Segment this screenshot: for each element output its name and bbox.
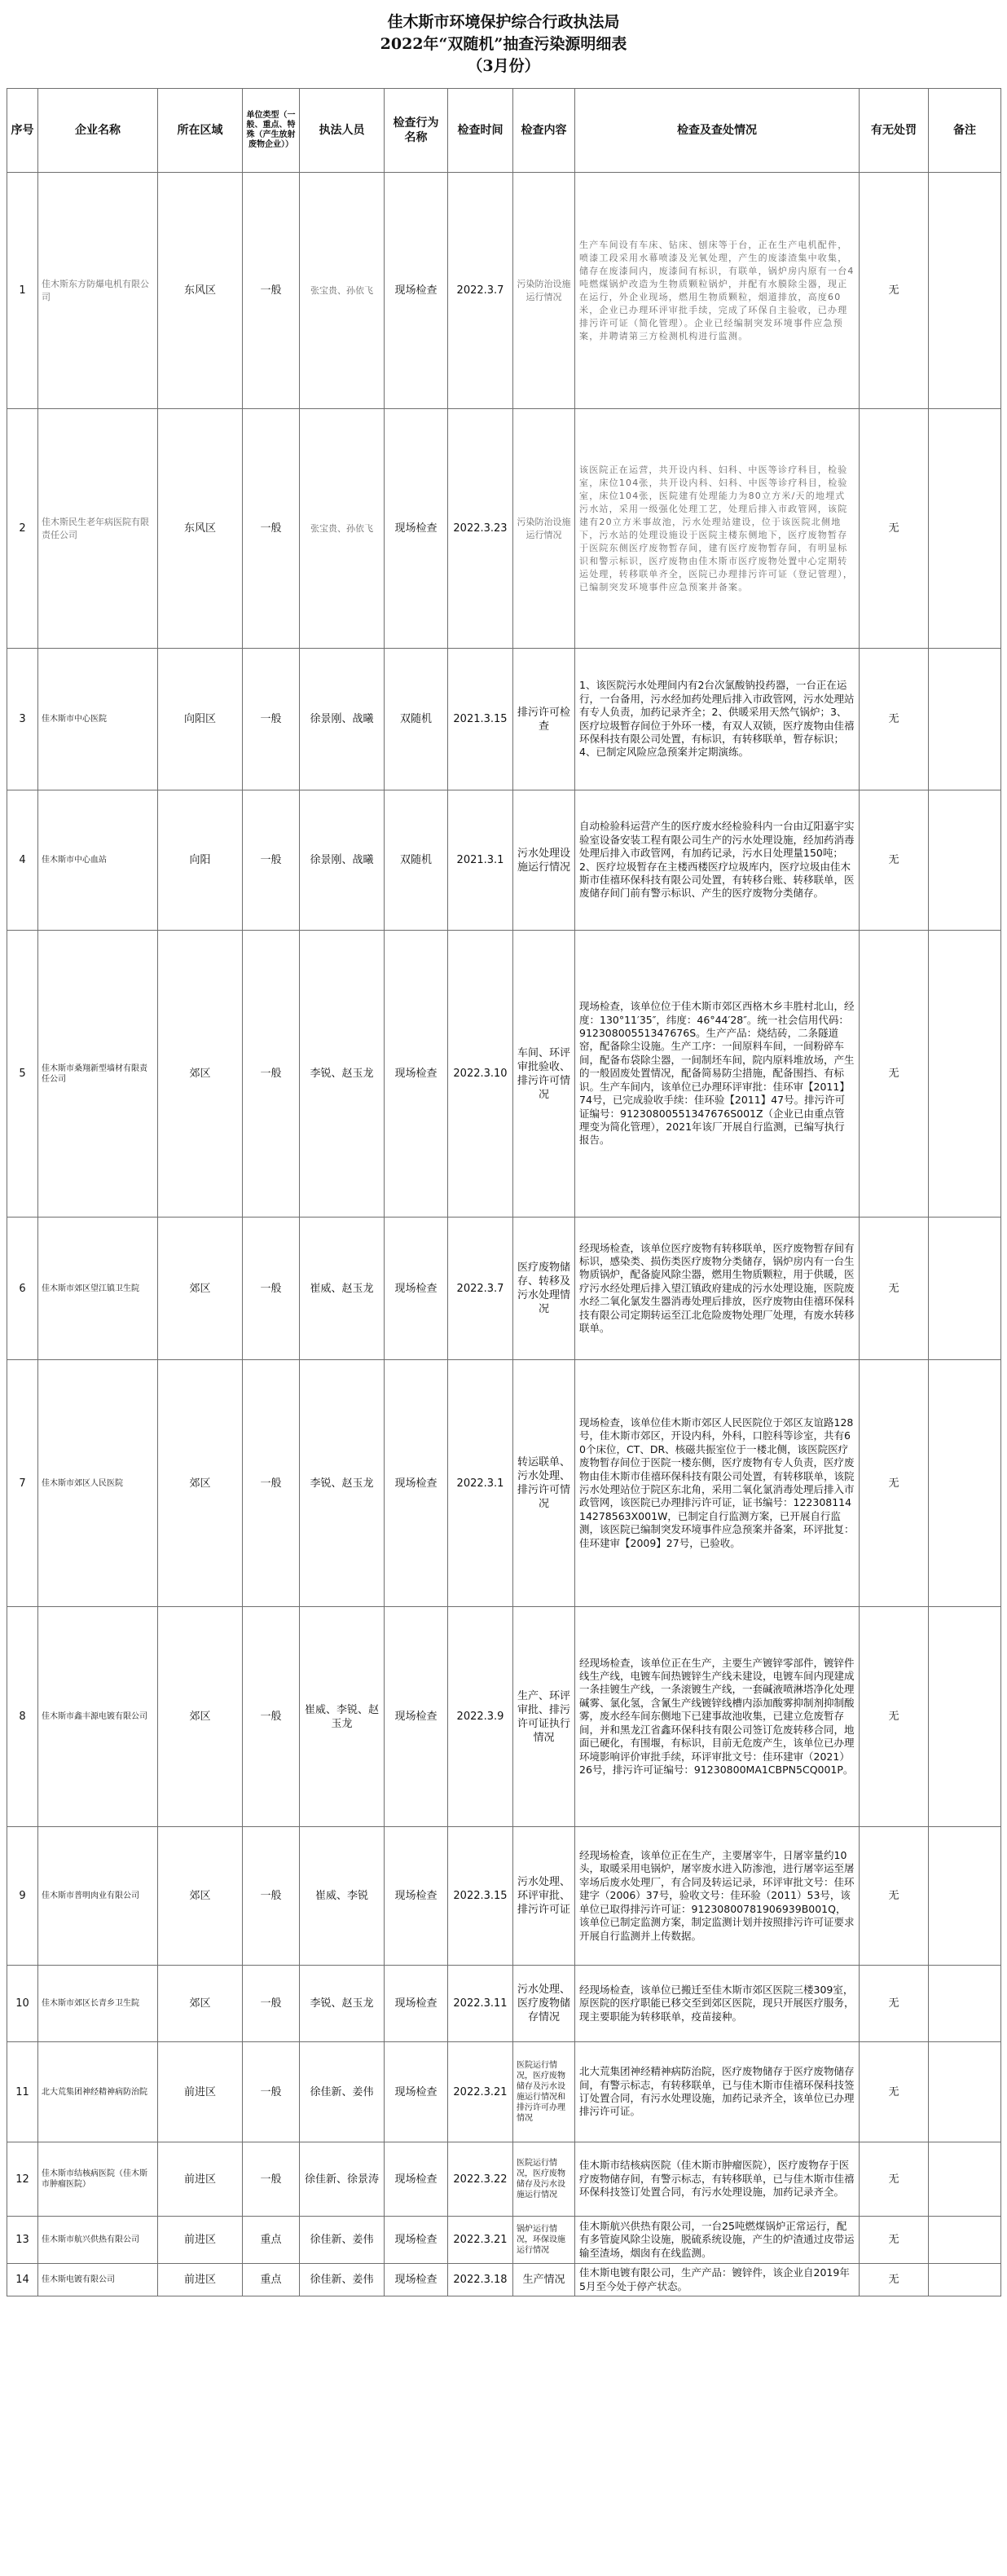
- row-remarks: [929, 2217, 1001, 2264]
- row-district: 郊区: [158, 1218, 243, 1360]
- row-remarks: [929, 790, 1001, 931]
- row-penalty: 无: [860, 2042, 929, 2142]
- row-date: 2022.3.21: [448, 2217, 513, 2264]
- row-content: 排污许可检查: [513, 649, 575, 790]
- row-penalty: 无: [860, 1966, 929, 2042]
- row-content: 生产情况: [513, 2264, 575, 2296]
- row-penalty: 无: [860, 1218, 929, 1360]
- row-content: 医院运行情况，医疗废物储存及污水设施运行情况: [513, 2142, 575, 2217]
- row-date: 2022.3.22: [448, 2142, 513, 2217]
- row-date: 2022.3.10: [448, 931, 513, 1218]
- row-company: 北大荒集团神经精神病防治院: [38, 2042, 158, 2142]
- row-officers: 徐佳新、姜伟: [300, 2264, 385, 2296]
- row-method: 现场检查: [385, 1360, 448, 1607]
- row-officers: 崔威、赵玉龙: [300, 1218, 385, 1360]
- table-row: [7, 931, 1001, 1218]
- row-penalty: 无: [860, 931, 929, 1218]
- row-remarks: [929, 2142, 1001, 2217]
- row-date: 2022.3.15: [448, 1827, 513, 1966]
- row-index: 5: [7, 931, 38, 1218]
- row-company: 佳木斯市航兴供热有限公司: [38, 2217, 158, 2264]
- table-row: [7, 409, 1001, 649]
- row-penalty: 无: [860, 649, 929, 790]
- row-officers: 张宝贵、孙依飞: [300, 409, 385, 649]
- row-district: 前进区: [158, 2264, 243, 2296]
- row-officers: 徐佳新、姜伟: [300, 2042, 385, 2142]
- row-penalty: 无: [860, 1827, 929, 1966]
- row-company: 佳木斯市桑翔新型墙材有限责任公司: [38, 931, 158, 1218]
- row-penalty: 无: [860, 2142, 929, 2217]
- row-type: 一般: [243, 1360, 300, 1607]
- row-index: 7: [7, 1360, 38, 1607]
- row-details: 佳木斯电镀有限公司，生产产品：镀锌件，该企业自2019年5月至今处于停产状态。: [575, 2264, 860, 2296]
- row-district: 前进区: [158, 2142, 243, 2217]
- row-date: 2022.3.7: [448, 173, 513, 409]
- row-remarks: [929, 649, 1001, 790]
- header-penalty: 有无处罚: [860, 89, 929, 173]
- row-remarks: [929, 173, 1001, 409]
- title-agency: 佳木斯市环境保护综合行政执法局: [387, 13, 620, 31]
- row-type: 一般: [243, 409, 300, 649]
- row-penalty: 无: [860, 2217, 929, 2264]
- row-method: 双随机: [385, 790, 448, 931]
- header-officers: 执法人员: [300, 89, 385, 173]
- row-details: 经现场检查，该单位已搬迁至佳木斯市郊区医院三楼309室，原医院的医疗职能已移交至到郊区医院，现只开展医疗服务，现主要职能为转移联单，疫苗接种。: [575, 1966, 860, 2042]
- row-remarks: [929, 931, 1001, 1218]
- row-district: 前进区: [158, 2042, 243, 2142]
- row-method: 现场检查: [385, 173, 448, 409]
- row-details: 现场检查，该单位位于佳木斯市郊区西格木乡丰胜村北山，经度：130°11′35″，纬度：46°44′28″。统一社会信用代码：91230800551347676S。生产产品：烧结砖，二条隧道窑，配备除尘设施。生产工序：一间原料车间，一间粉碎车间，配备布袋除尘器，一间制坯车间，院内原料堆放场，产生的一般固废处置情况，配备简易防尘措施，配备围挡、有标识。生产车间内，该单位已办理环评审批：佳环审【2011】74号，已完成验收手续：佳环验【2011】47号。排污许可证编号：91230800551347676S001Z（企业已由重点管理变为简化管理），2021年该厂开展自行监测，已编写执行报告。: [575, 931, 860, 1218]
- row-date: 2022.3.11: [448, 1966, 513, 2042]
- row-penalty: 无: [860, 790, 929, 931]
- row-district: 向阳: [158, 790, 243, 931]
- header-company: 企业名称: [38, 89, 158, 173]
- row-type: 重点: [243, 2217, 300, 2264]
- row-method: 现场检查: [385, 931, 448, 1218]
- row-details: 自动检验科运营产生的医疗废水经检验科内一台由辽阳嘉宇实验室设备安装工程有限公司生产的污水处理设施，经加药消毒处理后排入市政管网，有加药记录，污水日处理量150吨；2、医疗垃圾暂存在主楼西楼医疗垃圾库内，医疗垃圾由佳木斯市佳禧环保科技有限公司处置，有转移台账、转移联单，医废储存间门前有警示标识、产生的医疗废物分类储存。: [575, 790, 860, 931]
- row-type: 一般: [243, 790, 300, 931]
- row-company: 佳木斯市鑫丰源电镀有限公司: [38, 1607, 158, 1827]
- row-officers: 徐景刚、战曦: [300, 790, 385, 931]
- row-date: 2022.3.23: [448, 409, 513, 649]
- row-index: 2: [7, 409, 38, 649]
- header-district: 所在区域: [158, 89, 243, 173]
- row-type: 一般: [243, 1966, 300, 2042]
- title-subject: 2022年“双随机”抽查污染源明细表: [380, 35, 627, 53]
- row-penalty: 无: [860, 173, 929, 409]
- header-index: 序号: [7, 89, 38, 173]
- row-type: 一般: [243, 173, 300, 409]
- row-method: 现场检查: [385, 2142, 448, 2217]
- row-type: 重点: [243, 2264, 300, 2296]
- row-remarks: [929, 1827, 1001, 1966]
- row-penalty: 无: [860, 1360, 929, 1607]
- row-details: 该医院正在运营，共开设内科、妇科、中医等诊疗科目，检验室，床位104张，共开设内科、妇科、中医等诊疗科目，检验室，床位104张，医院建有处理能力为80立方米/天的地埋式污水站，采用一级强化处理工艺，处理后排入市政管网，该院建有20立方米事故池，污水处理站建设，位于该医院北侧地下，污水站的处理设施设于医院主楼东侧地下，医疗废物暂存于医院东侧医疗废物暂存间，建有医疗废物暂存间，有明显标识和警示标识，医疗废物由佳木斯市医疗废物处置中心定期转运处理，转移联单齐全，医院已办理排污许可证（登记管理），已编制突发环境事件应急预案并备案。: [575, 409, 860, 649]
- row-details: 经现场检查，该单位正在生产，主要屠宰牛，日屠宰量约10头，取暖采用电锅炉，屠宰废水进入防渗池，进行屠宰运至屠宰场后废水处理厂，有合同及转运记录，环评审批文号：佳环建字（2006）37号，验收文号：佳环验（2011）53号，该单位已取得排污许可证：91230800781906939B001Q，该单位已制定监测方案，制定监测计划并按照排污许可证要求开展自行监测并上传数据。: [575, 1827, 860, 1966]
- row-company: 佳木斯市郊区望江镇卫生院: [38, 1218, 158, 1360]
- header-details: 检查及查处情况: [575, 89, 860, 173]
- table-row: [7, 2042, 1001, 2142]
- row-index: 4: [7, 790, 38, 931]
- header-unit-type: 单位类型（一般、重点、特殊（产生放射废物企业））: [243, 89, 300, 173]
- row-company: 佳木斯市普明肉业有限公司: [38, 1827, 158, 1966]
- row-officers: 李锐、赵玉龙: [300, 931, 385, 1218]
- row-remarks: [929, 1360, 1001, 1607]
- row-content: 污水处理、医疗废物储存情况: [513, 1966, 575, 2042]
- row-details: 经现场检查，该单位正在生产，主要生产镀锌零部件，镀锌件线生产线，电镀车间热镀锌生产线未建设，电镀车间内现建成一条挂镀生产线，一条滚镀生产线，一套碱液喷淋塔净化处理碱雾、氯化氢，含氰生产线镀锌线槽内添加酸雾抑制剂抑制酸雾，废水经车间东侧地下已建事故池收集，已建立危废暂存间，并和黑龙江省鑫环保科技有限公司签订危废转移合同，地面已硬化，有围堰，有标识，目前无危废产生，该单位已办理环境影响评价审批手续，环评审批文号：佳环建审（2021）26号，排污许可证编号：91230800MA1CBPN5CQ001P。: [575, 1607, 860, 1827]
- row-officers: 崔威、李锐: [300, 1827, 385, 1966]
- row-remarks: [929, 1218, 1001, 1360]
- row-district: 郊区: [158, 1607, 243, 1827]
- row-penalty: 无: [860, 409, 929, 649]
- table-row: [7, 1360, 1001, 1607]
- row-remarks: [929, 1607, 1001, 1827]
- row-company: 佳木斯东方防爆电机有限公司: [38, 173, 158, 409]
- row-content: 医疗废物储存、转移及污水处理情况: [513, 1218, 575, 1360]
- row-details: 生产车间设有车床、钻床、刨床等于台，正在生产电机配件，喷漆工段采用水幕喷漆及光氧处理，产生的废漆渣集中收集，储存在废漆间内，废漆间有标识，有联单，锅炉房内原有一台4吨燃煤锅炉改造为生物质颗粒锅炉，并配有水膜除尘器，现正在运行，外企业现场，燃用生物质颗粒，烟道排放，高度60米，企业已办理环评审批手续，完成了环保自主验收，已办理排污许可证（简化管理）。企业已经编制突发环境事件应急预案，并聘请第三方检测机构进行监测。: [575, 173, 860, 409]
- row-index: 14: [7, 2264, 38, 2296]
- row-type: 一般: [243, 1607, 300, 1827]
- row-method: 现场检查: [385, 2264, 448, 2296]
- row-remarks: [929, 2264, 1001, 2296]
- row-details: 北大荒集团神经精神病防治院，医疗废物储存于医疗废物储存间，有警示标志，有转移联单，已与佳木斯市佳禧环保科技签订处置合同，有污水处理设施，加药记录齐全，该单位已办理排污许可证。: [575, 2042, 860, 2142]
- row-details: 经现场检查，该单位医疗废物有转移联单，医疗废物暂存间有标识，感染类、损伤类医疗废物分类储存，锅炉房内有一台生物质锅炉，配备旋风除尘器，燃用生物质颗粒，用于供暖，医疗污水经处理后排入望江镇政府建成的污水处理设施，医院废水经二氧化氯发生器消毒处理后排放，医疗废物由佳禧环保科技有限公司定期转运至江北危险废物处理厂处理，有废水转移联单。: [575, 1218, 860, 1360]
- row-type: 一般: [243, 1218, 300, 1360]
- table-row: [7, 1827, 1001, 1966]
- row-content: 污水处理、环评审批、排污许可证: [513, 1827, 575, 1966]
- row-type: 一般: [243, 2142, 300, 2217]
- row-index: 10: [7, 1966, 38, 2042]
- row-type: 一般: [243, 2042, 300, 2142]
- row-penalty: 无: [860, 1607, 929, 1827]
- row-content: 医院运行情况，医疗废物储存及污水设施运行情况和排污许可办理情况: [513, 2042, 575, 2142]
- row-date: 2022.3.18: [448, 2264, 513, 2296]
- row-company: 佳木斯民生老年病医院有限责任公司: [38, 409, 158, 649]
- row-content: 锅炉运行情况，环保设施运行情况: [513, 2217, 575, 2264]
- row-type: 一般: [243, 931, 300, 1218]
- row-method: 现场检查: [385, 1607, 448, 1827]
- row-content: 生产、环评审批、排污许可证执行情况: [513, 1607, 575, 1827]
- table-row: [7, 1966, 1001, 2042]
- row-content: 车间、环评审批验收、排污许可情况: [513, 931, 575, 1218]
- header-method: 检查行为名称: [385, 89, 448, 173]
- row-type: 一般: [243, 1827, 300, 1966]
- table-row: [7, 790, 1001, 931]
- row-company: 佳木斯市中心血站: [38, 790, 158, 931]
- row-method: 现场检查: [385, 1218, 448, 1360]
- row-details: 佳木斯市结核病医院（佳木斯市肿瘤医院），医疗废物存于医疗废物储存间，有警示标志，有转移联单，已与佳木斯市佳禧环保科技签订处置合同，有污水处理设施，加药记录齐全。: [575, 2142, 860, 2217]
- row-method: 现场检查: [385, 409, 448, 649]
- row-method: 现场检查: [385, 2217, 448, 2264]
- table-row: [7, 649, 1001, 790]
- row-index: 12: [7, 2142, 38, 2217]
- row-content: 污染防治设施运行情况: [513, 173, 575, 409]
- row-officers: 李锐、赵玉龙: [300, 1360, 385, 1607]
- row-company: 佳木斯市结核病医院（佳木斯市肿瘤医院）: [38, 2142, 158, 2217]
- row-company: 佳木斯市郊区人民医院: [38, 1360, 158, 1607]
- row-index: 1: [7, 173, 38, 409]
- row-content: 污水处理设施运行情况: [513, 790, 575, 931]
- row-details: 1、该医院污水处理间内有2台次氯酸钠投药器，一台正在运行，一台备用，污水经加药处理后排入市政管网，污水处理站有专人负责，加药记录齐全；2、供暖采用天然气锅炉；3、医疗垃圾暂存间位于外环一楼，有双人双锁，医疗废物由佳禧环保科技有限公司处置，有标识，有转移联单，暂存标识；4、已制定风险应急预案并定期演练。: [575, 649, 860, 790]
- row-officers: 李锐、赵玉龙: [300, 1966, 385, 2042]
- row-date: 2022.3.1: [448, 1360, 513, 1607]
- row-company: 佳木斯电镀有限公司: [38, 2264, 158, 2296]
- row-remarks: [929, 409, 1001, 649]
- row-type: 一般: [243, 649, 300, 790]
- row-index: 6: [7, 1218, 38, 1360]
- table-row: [7, 2142, 1001, 2217]
- row-district: 郊区: [158, 931, 243, 1218]
- document-title: [0, 0, 1007, 88]
- row-content: 污染防治设施运行情况: [513, 409, 575, 649]
- row-officers: 张宝贵、孙依飞: [300, 173, 385, 409]
- row-method: 双随机: [385, 649, 448, 790]
- row-company: 佳木斯市郊区长青乡卫生院: [38, 1966, 158, 2042]
- row-date: 2022.3.9: [448, 1607, 513, 1827]
- header-remarks: 备注: [929, 89, 1001, 173]
- row-officers: 徐佳新、徐景涛: [300, 2142, 385, 2217]
- header-date: 检查时间: [448, 89, 513, 173]
- row-district: 郊区: [158, 1360, 243, 1607]
- table-row: [7, 1218, 1001, 1360]
- row-district: 东风区: [158, 409, 243, 649]
- row-officers: 徐佳新、姜伟: [300, 2217, 385, 2264]
- row-date: 2022.3.21: [448, 2042, 513, 2142]
- row-district: 向阳区: [158, 649, 243, 790]
- header-row: [7, 89, 1001, 173]
- row-method: 现场检查: [385, 2042, 448, 2142]
- row-penalty: 无: [860, 2264, 929, 2296]
- row-date: 2022.3.7: [448, 1218, 513, 1360]
- header-content: 检查内容: [513, 89, 575, 173]
- row-index: 13: [7, 2217, 38, 2264]
- row-method: 现场检查: [385, 1827, 448, 1966]
- row-district: 郊区: [158, 1827, 243, 1966]
- row-officers: 崔威、李锐、赵玉龙: [300, 1607, 385, 1827]
- title-month: （3月份）: [467, 57, 540, 75]
- row-district: 前进区: [158, 2217, 243, 2264]
- row-index: 8: [7, 1607, 38, 1827]
- row-date: 2021.3.15: [448, 649, 513, 790]
- row-date: 2021.3.1: [448, 790, 513, 931]
- table-row: [7, 1607, 1001, 1827]
- table-row: [7, 2217, 1001, 2264]
- row-details: 佳木斯航兴供热有限公司，一台25吨燃煤锅炉正常运行，配有多管旋风除尘设施，脱硫系统设施，产生的炉渣通过皮带运输至渣场，烟囱有在线监测。: [575, 2217, 860, 2264]
- row-content: 转运联单、污水处理、排污许可情况: [513, 1360, 575, 1607]
- inspection-table: [7, 88, 1001, 2296]
- row-district: 郊区: [158, 1966, 243, 2042]
- row-officers: 徐景刚、战曦: [300, 649, 385, 790]
- row-remarks: [929, 2042, 1001, 2142]
- row-index: 3: [7, 649, 38, 790]
- row-remarks: [929, 1966, 1001, 2042]
- row-method: 现场检查: [385, 1966, 448, 2042]
- row-company: 佳木斯市中心医院: [38, 649, 158, 790]
- row-index: 11: [7, 2042, 38, 2142]
- row-details: 现场检查，该单位佳木斯市郊区人民医院位于郊区友谊路128号，佳木斯市郊区，开设内科，外科，口腔科等诊室，共有60个床位，CT、DR、核磁共振室位于一楼北侧，该医院医疗废物暂存间位于医院一楼东侧，医疗废物有专人负责，医疗废物由佳木斯市佳禧环保科技有限公司处置，有转移联单，该院污水处理站位于院区东北角，采用二氧化氯消毒处理后排入市政管网，该医院已办理排污许可证，证书编号：12230811414278563X001W，已制定自行监测方案，已开展自行监测，该医院已编制突发环境事件应急预案并备案，环评批复：佳环建审【2009】27号，已验收。: [575, 1360, 860, 1607]
- row-district: 东风区: [158, 173, 243, 409]
- row-index: 9: [7, 1827, 38, 1966]
- table-row: [7, 173, 1001, 409]
- table-row: [7, 2264, 1001, 2296]
